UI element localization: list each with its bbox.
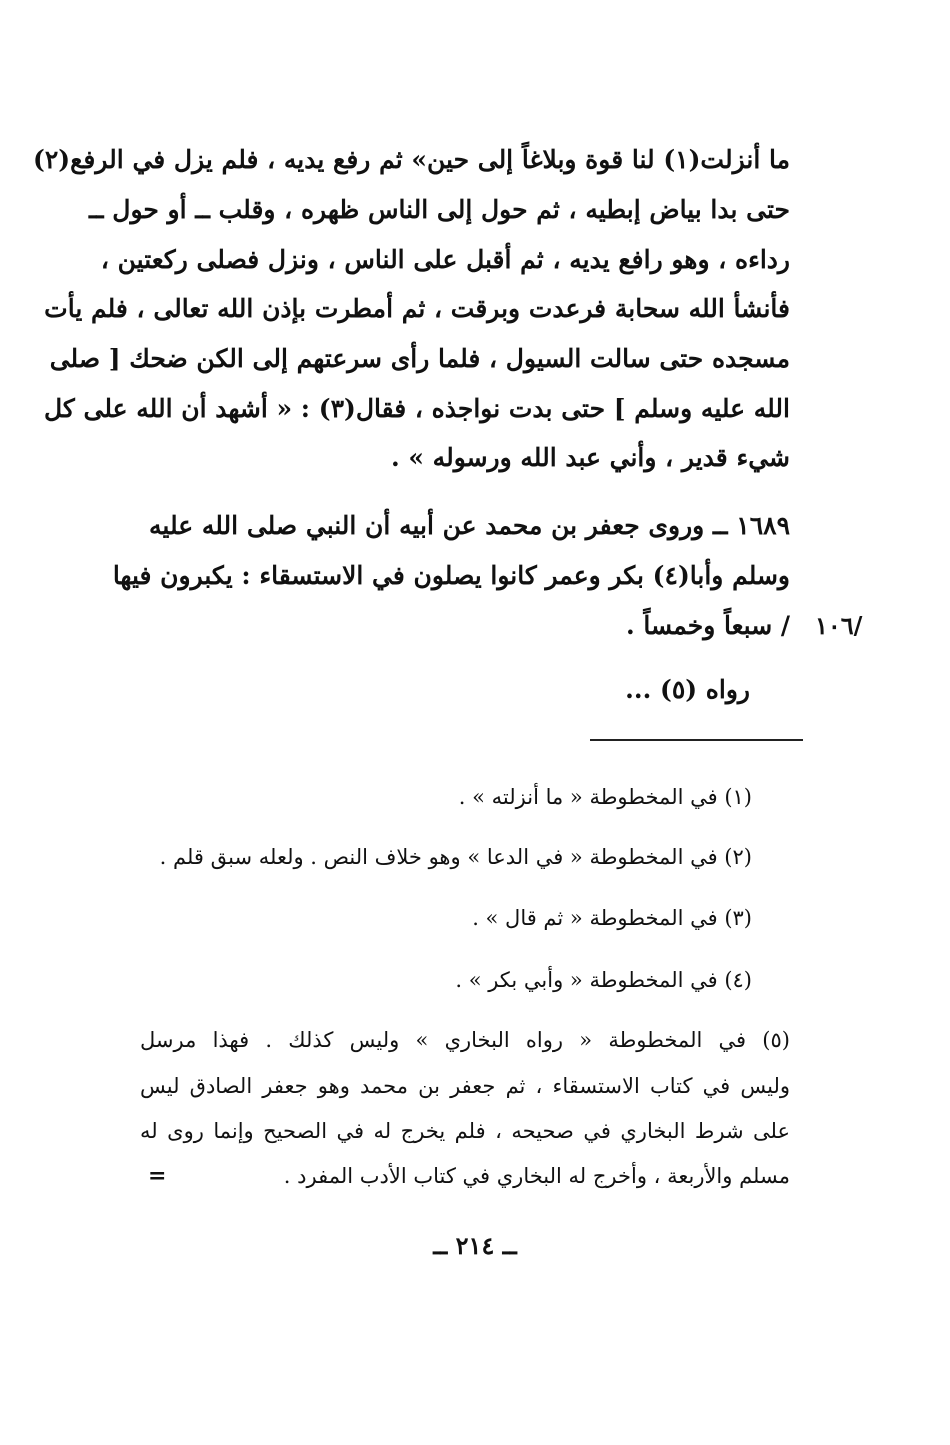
main-text-line-5: مسجده حتى سالت السيول ، فلما رأى سرعتهم إلى الكن ضحك [ صلى — [49, 344, 790, 373]
footnote-2: (٢) في المخطوطة « في الدعا » وهو خلاف النص . ولعله سبق قلم . — [159, 845, 752, 869]
hadith-line-2: وسلم وأبا(٤) بكر وعمر كانوا يصلون في الاستسقاء : يكبرون فيها — [112, 561, 790, 590]
footnote-5-line-4: مسلم والأربعة ، وأخرج له البخاري في كتاب الأدب المفرد . — [283, 1164, 790, 1188]
footnote-3: (٣) في المخطوطة « ثم قال » . — [472, 906, 752, 930]
footnote-continuation-mark: = — [148, 1163, 167, 1189]
main-text-line-1: ما أنزلت(١) لنا قوة وبلاغاً إلى حين» ثم رفع يديه ، فلم يزل في الرفع(٢) — [33, 145, 790, 174]
manuscript-folio-reference: ١٠٦/ — [815, 611, 863, 640]
page-number: ــ ٢١٤ ــ — [433, 1231, 517, 1260]
footnote-4: (٤) في المخطوطة « وأبي بكر » . — [455, 968, 752, 992]
main-text-line-7: شيء قدير ، وأني عبد الله ورسوله » . — [390, 443, 790, 472]
footnote-5-line-1: (٥) في المخطوطة « رواه البخاري » وليس كذلك . فهذا مرسل — [140, 1028, 790, 1052]
footnote-1: (١) في المخطوطة « ما أنزلته » . — [458, 785, 752, 809]
hadith-line-1: ١٦٨٩ ــ وروى جعفر بن محمد عن أبيه أن النبي صلى الله عليه — [149, 511, 790, 540]
main-text-line-3: رداءه ، وهو رافع يديه ، ثم أقبل على الناس ، ونزل فصلى ركعتين ، — [100, 245, 790, 274]
main-text-line-2: حتى بدا بياض إبطيه ، ثم حول إلى الناس ظهره ، وقلب ــ أو حول ــ — [88, 195, 790, 224]
footnote-5-line-2: وليس في كتاب الاستسقاء ، ثم جعفر بن محمد وهو جعفر الصادق ليس — [140, 1074, 790, 1098]
hadith-line-3: / سبعاً وخمساً . — [625, 611, 790, 640]
footnote-divider — [590, 739, 803, 741]
main-text-line-4: فأنشأ الله سحابة فرعدت وبرقت ، ثم أمطرت بإذن الله تعالى ، فلم يأت — [44, 294, 790, 323]
main-text-line-6: الله عليه وسلم ] حتى بدت نواجذه ، فقال(٣) : « أشهد أن الله على كل — [44, 394, 790, 423]
footnote-5-line-3: على شرط البخاري في صحيحه ، فلم يخرج له في الصحيح وإنما روى له — [140, 1119, 790, 1143]
riwayah-line: رواه (٥) ... — [625, 675, 750, 704]
